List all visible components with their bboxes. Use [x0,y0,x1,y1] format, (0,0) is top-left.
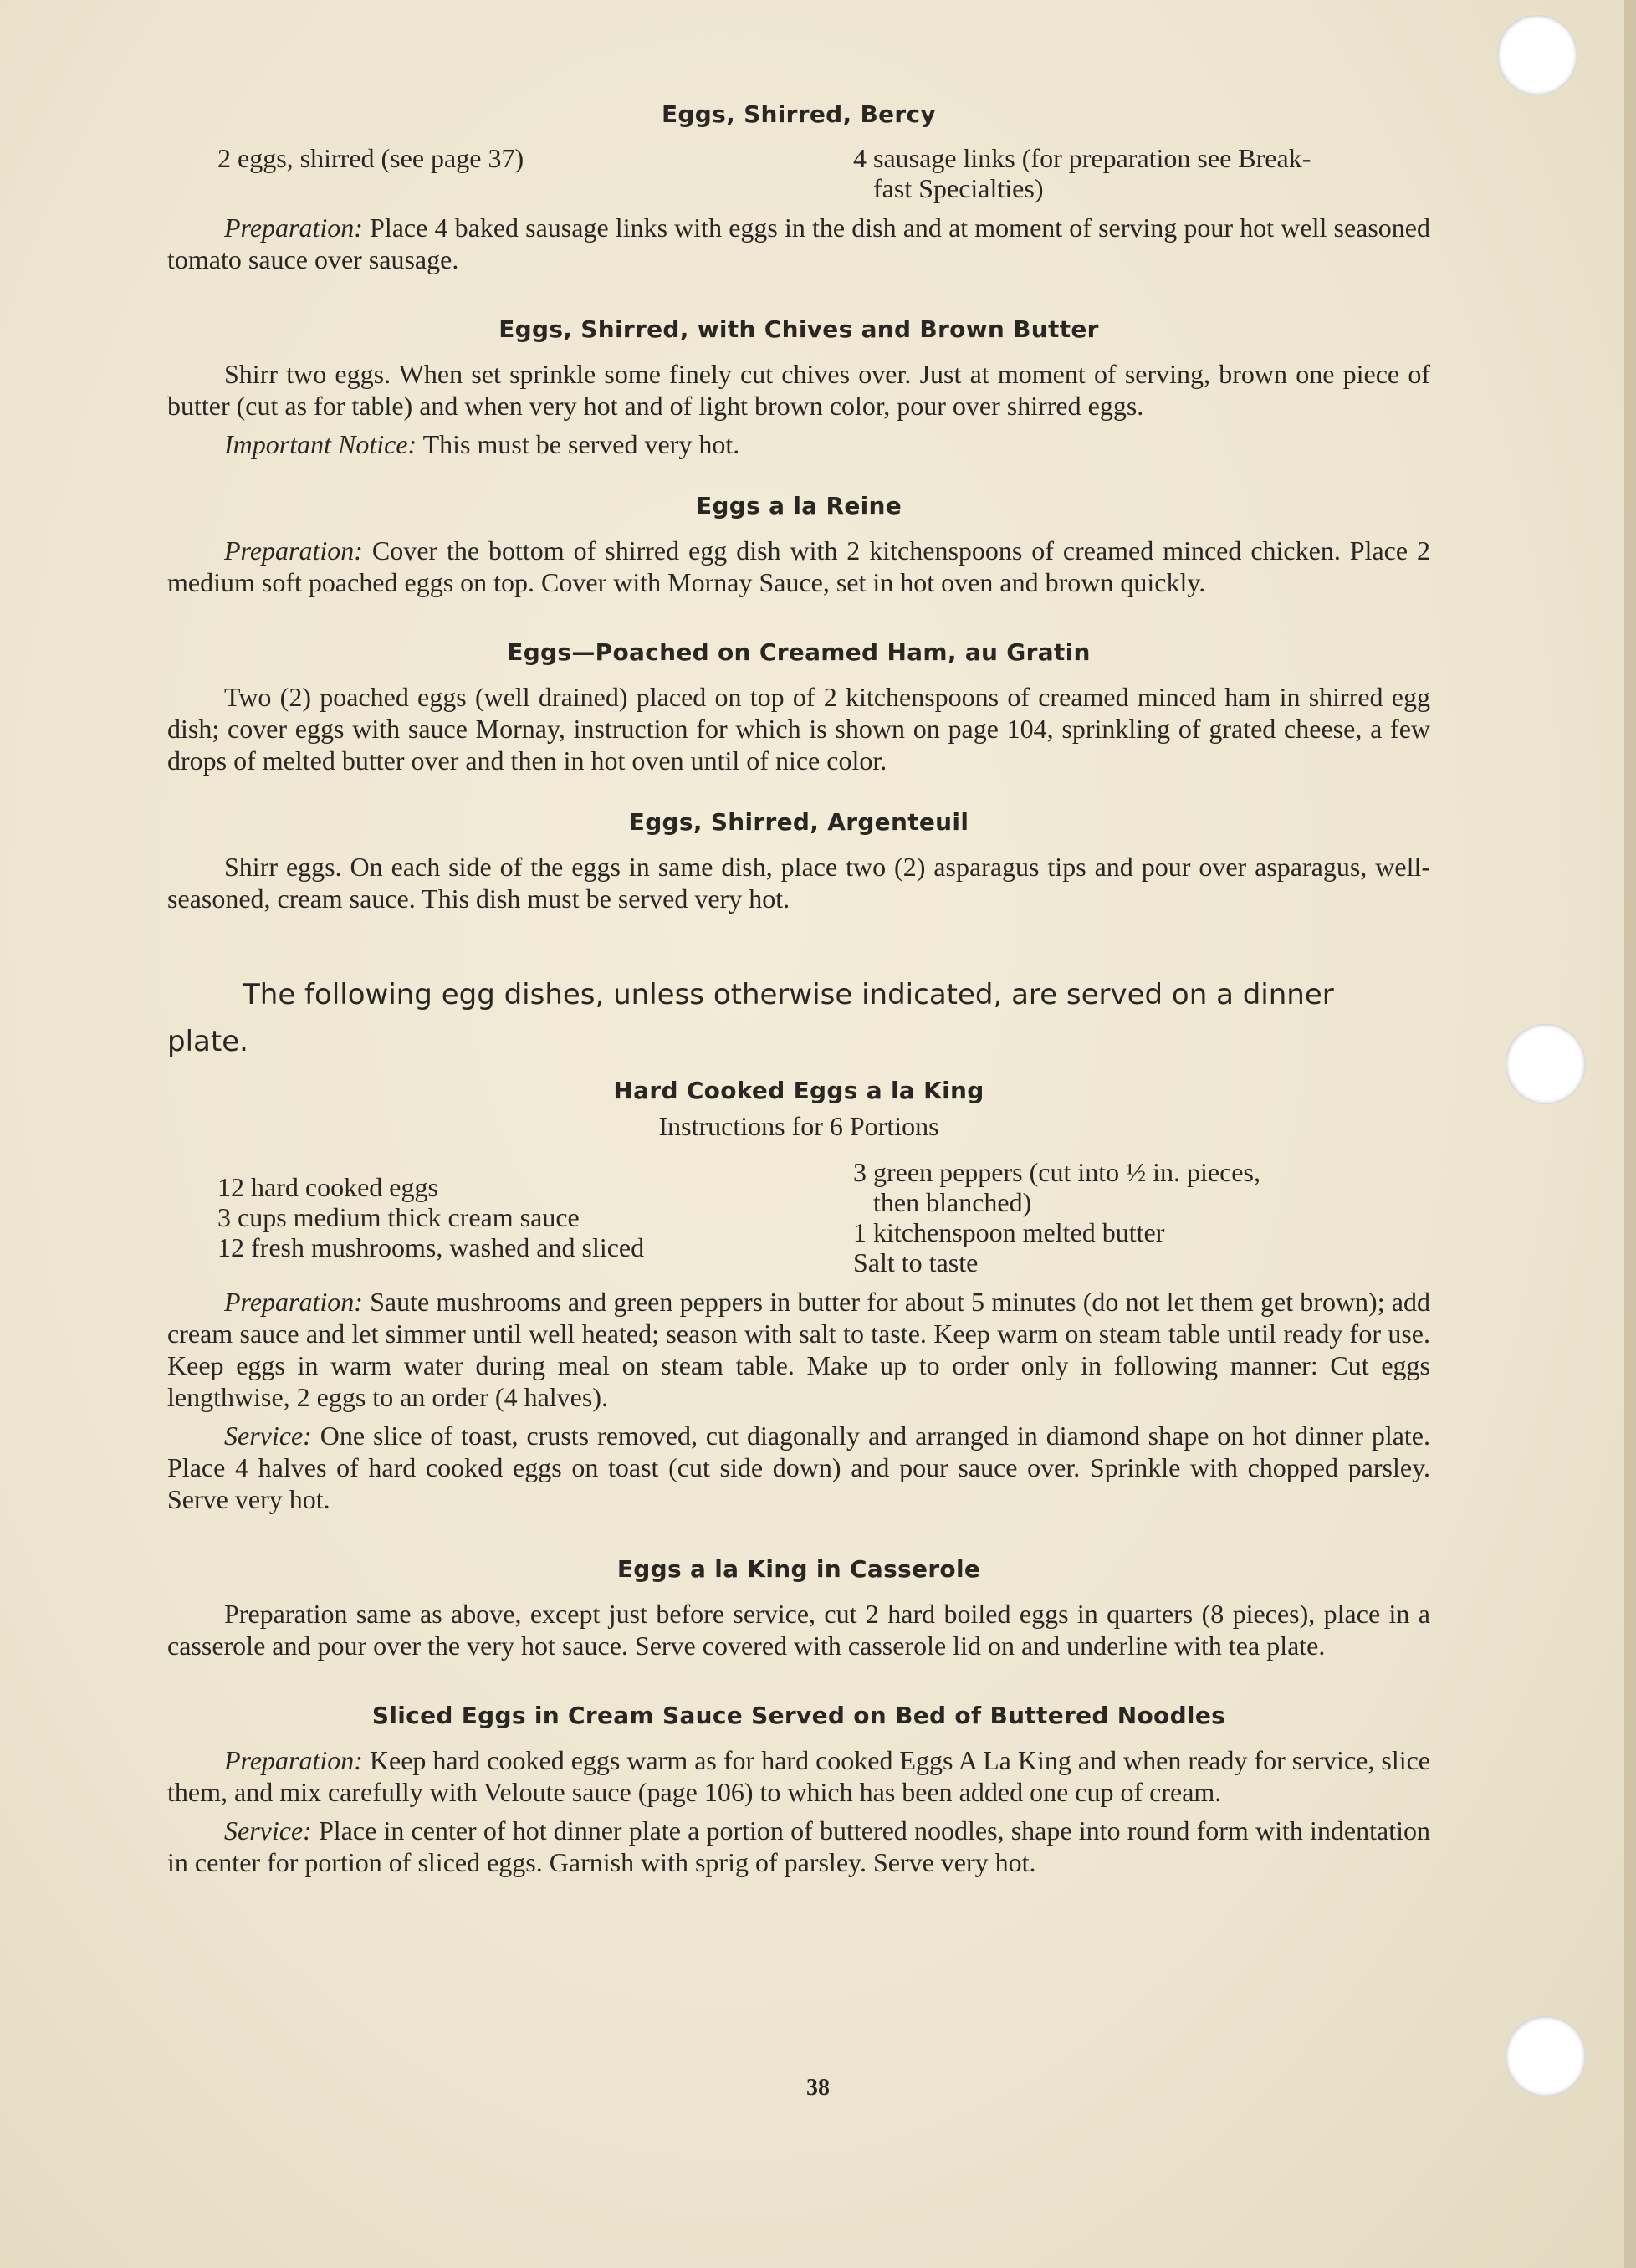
recipe-title: Eggs, Shirred, with Chives and Brown Butter [498,315,1099,343]
recipe-paragraph [167,358,1430,422]
paragraph-label: Preparation: [224,212,363,243]
recipe-title: Eggs a la King in Casserole [616,1555,981,1583]
ingredients-left [167,143,803,203]
recipe-paragraph [167,1598,1430,1661]
paragraph-text: This must be served very hot. [417,429,740,459]
ingredient-columns [167,143,1430,203]
paragraph-text: Shirr eggs. On each side of the eggs in same dish, place two (2) asparagus tips and pour over asparagus, well-seasoned, cream sauce. This dish must be served very hot. [167,852,1430,914]
ingredient-item-continued: then blanched) [873,1187,1032,1217]
page-edge [1624,0,1636,2268]
paragraph-text: One slice of toast, crusts removed, cut diagonally and arranged in diamond shape on hot dinner plate. Place 4 halves of hard cooked eggs on toast (cut side down) and pour sauce over. Sprinkle with chopped parsley. Serve very hot. [167,1421,1430,1514]
recipe-paragraph [167,1744,1430,1808]
ingredient-item-continued: fast Specialties) [873,173,1044,203]
paragraph-text: Cover the bottom of shirred egg dish with 2 kitchenspoons of creamed minced chicken. Place 2 medium soft poached eggs on top. Cover with Mornay Sauce, set in hot oven and brown quickly. [167,535,1430,597]
recipe-title: Eggs, Shirred, Bercy [662,100,936,128]
recipe-paragraph [167,535,1430,598]
ingredients-right [853,143,1430,203]
ingredient-item: 4 sausage links (for preparation see Break- [853,143,1311,173]
serving-notice [167,971,1430,1065]
paragraph-label: Service: [224,1815,312,1846]
ingredient-item: 2 eggs, shirred (see page 37) [217,143,524,173]
paragraph-text: Place in center of hot dinner plate a portion of buttered noodles, shape into round form with indentation in center for portion of sliced eggs. Garnish with sprig of parsley. Serve very hot. [167,1815,1430,1877]
recipe-title: Eggs a la Reine [695,492,902,520]
ingredient-item: 1 kitchenspoon melted butter [853,1217,1165,1247]
binder-hole-top [1497,15,1577,95]
recipe-paragraph [167,1815,1430,1878]
ingredient-item: 3 cups medium thick cream sauce [217,1202,580,1232]
notice-line: The following egg dishes, unless otherwise indicated, are served on a dinner [243,978,1334,1011]
ingredients-left [167,1157,803,1277]
paragraph-text: Place 4 baked sausage links with eggs in the dish and at moment of serving pour hot well seasoned tomato sauce over sausage. [167,212,1430,274]
paragraph-text: Shirr two eggs. When set sprinkle some finely cut chives over. Just at moment of serving, brown one piece of butter (cut as for table) and when very hot and of light brown color, pour over shirred eggs. [167,359,1430,421]
ingredient-item: 3 green peppers (cut into ½ in. pieces, [853,1157,1260,1187]
paragraph-label: Important Notice: [224,429,417,459]
recipe-paragraph [167,1286,1430,1413]
ingredient-item: 12 fresh mushrooms, washed and sliced [217,1232,645,1262]
ingredient-columns [167,1157,1430,1277]
paragraph-text: Preparation same as above, except just before service, cut 2 hard boiled eggs in quarters (8 pieces), place in a casserole and pour over the very hot sauce. Serve covered with casserole lid on and underline with tea plate. [167,1599,1430,1661]
binder-hole-middle [1506,1024,1586,1104]
paragraph-label: Preparation: [224,535,363,566]
recipe-title: Eggs, Shirred, Argenteuil [628,808,969,836]
recipe-title: Eggs—Poached on Creamed Ham, au Gratin [507,638,1091,666]
recipe-paragraph [167,1420,1430,1515]
recipe-paragraph [167,212,1430,275]
paragraph-text: Keep hard cooked eggs warm as for hard cooked Eggs A La King and when ready for service, slice them, and mix carefully with Veloute sauce (page 106) to which has been added one cup of cream. [167,1745,1430,1807]
recipe-paragraph [167,681,1430,776]
ingredient-item: 12 hard cooked eggs [217,1172,438,1202]
recipe-paragraph [167,851,1430,914]
ingredient-item: Salt to taste [853,1247,979,1277]
paragraph-text: Saute mushrooms and green peppers in butter for about 5 minutes (do not let them get brown); add cream sauce and let simmer until well heated; season with salt to taste. Keep warm on steam table until ready for use. Keep eggs in warm water during meal on steam table. Make up to order only in following manner: Cut eggs lengthwise, 2 eggs to an order (4 halves). [167,1287,1430,1412]
recipe-paragraph [167,428,1430,460]
paragraph-label: Preparation: [224,1745,363,1775]
paragraph-text: Two (2) poached eggs (well drained) placed on top of 2 kitchenspoons of creamed minced ham in shirred egg dish; cover eggs with sauce Mornay, instruction for which is shown on page 104, sprinkling of grated cheese, a few drops of melted butter over and then in hot oven until of nice color. [167,682,1430,776]
paragraph-label: Preparation: [224,1287,363,1317]
recipe-title: Hard Cooked Eggs a la King [613,1077,984,1104]
page-number: 38 [806,2075,830,2101]
recipe-subtitle: Instructions for 6 Portions [658,1111,939,1141]
notice-line: plate. [167,1025,248,1058]
ingredients-right [853,1157,1430,1277]
page-content [167,100,1430,1885]
paragraph-label: Service: [224,1421,312,1451]
recipe-title: Sliced Eggs in Cream Sauce Served on Bed of Buttered Noodles [371,1702,1226,1729]
